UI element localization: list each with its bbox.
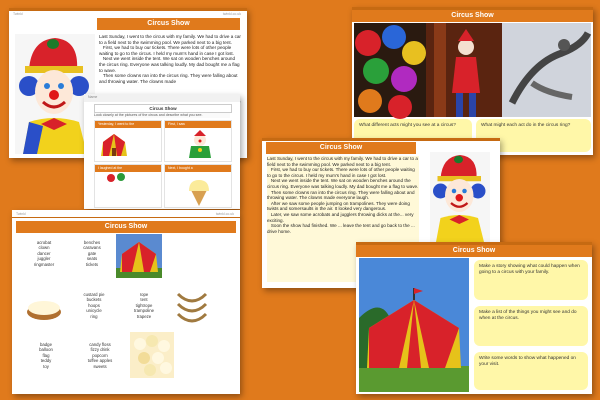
popcorn-photo <box>130 332 174 378</box>
word-item: tent <box>140 297 148 303</box>
word-item: trapeze <box>136 313 152 319</box>
clown-picture <box>422 152 498 242</box>
word-mat-sheet-preview <box>12 210 240 394</box>
word-item: clown <box>38 245 50 251</box>
word-column-food <box>76 342 124 369</box>
sheet-title: Circus Show <box>97 18 240 30</box>
word-item: ringmaster <box>33 261 55 267</box>
word-item: caravans <box>83 245 101 251</box>
task-box-2: Make a list of the things you might see and do when at the circus. <box>474 306 588 346</box>
task-card-sheet-preview <box>356 242 592 394</box>
tent-picture <box>99 130 129 158</box>
word-item: custard pie <box>83 292 105 297</box>
custard-pie-photo <box>24 288 64 324</box>
ice-cream-picture <box>187 178 211 206</box>
name-label: Name <box>88 95 98 99</box>
word-column-souvenirs <box>26 342 66 369</box>
sheet-title: Circus Show <box>352 10 593 22</box>
word-item: candy floss <box>89 342 111 347</box>
frame-cell-heading: Yesterday, I went to the <box>95 121 161 128</box>
story-text: Last Sunday, I went to the circus with my family. We had to drive a car to a field next to the swimming pool. We parked next to a big tent. First, we had to buy our tickets. There were lots of other people waiting to go to the circus. I held my mum's hand in case I got lost. Next we went inside the tent. We sat on wooden benches around the circus ring. Everyone was talking loudly. My dad bought me a flag to wave. Then some clowns ran into the circus ring. They were falling about and throwing water. The clowns made <box>99 34 241 84</box>
word-column-equipment <box>122 292 166 319</box>
clown-picture <box>185 130 215 160</box>
clown-picture <box>15 34 98 154</box>
brand-tag: Twinkl <box>16 212 26 216</box>
word-item: buckets <box>86 297 102 303</box>
word-item: unicycle <box>86 308 102 314</box>
circus-tent-photo <box>359 258 469 392</box>
word-item: popcorn <box>92 352 108 358</box>
frame-cell-3 <box>94 164 162 208</box>
word-item: gate <box>87 250 97 256</box>
instruction-text: Look closely at the pictures of the circus and describe what you see. <box>94 113 230 118</box>
word-item: hoops <box>88 302 100 308</box>
word-item: tightrope <box>135 302 153 308</box>
top-rule <box>12 217 240 218</box>
acrobat-photo <box>502 23 591 117</box>
sheet-title: Circus Show <box>266 142 416 154</box>
word-item: juggler <box>37 256 51 262</box>
top-rule <box>262 138 500 141</box>
juggling-balls-photo <box>354 23 426 117</box>
sheet-title: Circus Show <box>356 245 592 257</box>
url-tag: twinkl.co.uk <box>215 212 234 216</box>
task-box-1: Make a story showing what could happen when going to a circus with your family. <box>474 260 588 300</box>
word-item: seats <box>86 256 98 262</box>
top-rule <box>9 8 247 11</box>
url-tag: twinkl.co.uk <box>222 12 241 16</box>
word-item: badge <box>40 342 52 347</box>
word-item: sweets <box>93 363 107 369</box>
word-item: fizzy drink <box>90 347 110 353</box>
word-item: benches <box>83 240 101 245</box>
frame-cell-heading: I laughed at the <box>95 165 161 172</box>
task-box-3: Write some words to show what happened on your visit. <box>474 352 588 390</box>
word-item: balloon <box>39 347 53 353</box>
word-item: trampoline <box>133 308 155 314</box>
tent-photo <box>116 234 162 278</box>
word-column-people <box>24 240 64 267</box>
question-box-2: What might each act do in the circus ring? <box>476 119 591 152</box>
word-item: dancer <box>37 250 51 256</box>
word-item: teddy <box>40 358 52 364</box>
frame-cell-2 <box>164 120 232 162</box>
frame-cell-heading: First, I saw <box>165 121 231 128</box>
word-item: toffee apples <box>87 358 113 364</box>
brand-tag: Twinkl <box>13 12 23 16</box>
word-column-places <box>72 240 112 267</box>
frame-cell-4 <box>164 164 232 208</box>
juggler-picture <box>105 173 135 183</box>
writing-frame-sheet-preview <box>84 94 240 209</box>
word-item: tickets <box>85 261 99 267</box>
story-text: Last Sunday, I went to the circus with my family. We had to drive a car to a field next to the swimming pool. We parked next to a big tent. First, we had to buy our tickets. There were lots of other people waiting to go to the circus. I held my mum's hand in case I got lost. Next we went inside the tent. We sat on wooden benches around the circus ring. Everyone was talking loudly. My dad bought me a flag to wave. Then some clowns ran into the circus ring. They were falling about and throwing water. The clowns made everyone laugh. After we saw some people jumping on trampolines. They were doing twists and somersaults in the air. It looked very dangerous. Later, we saw some acrobats and jugglers throwing dicks at the... very exciting. Soon the show had finished. We ... leave the tent and go back to the ... drive home. <box>267 156 419 282</box>
photo-question-sheet-preview <box>352 7 593 155</box>
word-item: ring <box>90 313 98 319</box>
sheet-title: Circus Show <box>94 104 232 113</box>
name-strip <box>84 94 240 102</box>
rope-photo <box>172 288 212 326</box>
word-item: flag <box>42 352 50 358</box>
frame-cell-heading: Next, I bought a <box>165 165 231 172</box>
word-item: acrobat <box>36 240 52 245</box>
word-item: rope <box>139 292 149 297</box>
clown-statue-photo <box>426 23 502 117</box>
word-item: toy <box>43 363 49 369</box>
word-column-props <box>72 292 116 319</box>
question-box-1: What different acts might you see at a circus? <box>354 119 472 152</box>
sheet-title: Circus Show <box>16 221 236 233</box>
frame-cell-1 <box>94 120 162 162</box>
